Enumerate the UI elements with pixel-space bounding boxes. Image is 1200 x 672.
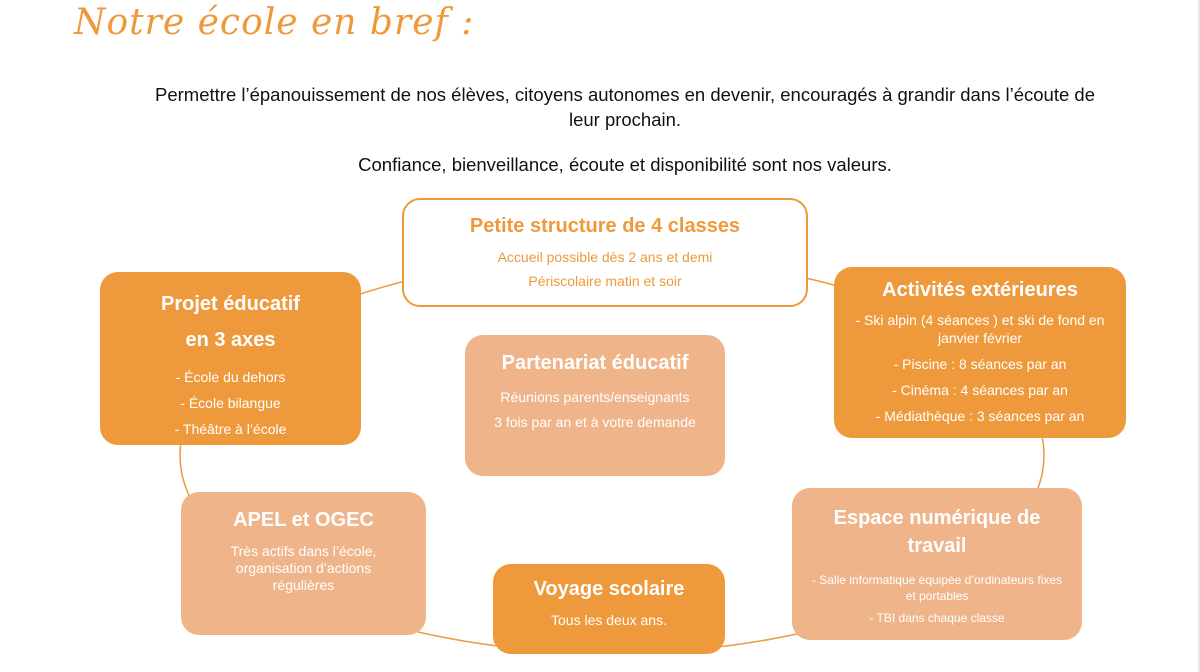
box-voyage-title: Voyage scolaire: [533, 578, 685, 600]
box-espace-title: Espace numérique de travail: [833, 507, 1041, 557]
box-partenariat-line: 3 fois par an et à votre demande: [494, 414, 696, 430]
box-structure-line: Accueil possible dès 2 ans et demi: [497, 249, 713, 265]
box-structure: [402, 198, 808, 307]
box-voyage-line: Tous les deux ans.: [551, 612, 667, 628]
intro-mission: Permettre l’épanouissement de nos élèves, citoyens autonomes en devenir, encouragés à grandir dans l’écoute de leur prochain.: [155, 84, 1095, 130]
box-structure-title: Petite structure de 4 classes: [469, 215, 741, 237]
box-projet-line: - École du dehors: [175, 369, 286, 385]
box-activites-line: - Piscine : 8 séances par an: [893, 356, 1067, 372]
box-projet: [100, 272, 361, 445]
box-activites: [834, 267, 1126, 438]
box-espace-line: - Salle informatique équipée d’ordinateurs fixes et portables: [811, 573, 1063, 603]
box-apel-title: APEL et OGEC: [233, 509, 374, 531]
box-espace: [792, 488, 1082, 640]
box-apel-line: Très actifs dans l’école, organisation d’actions régulières: [230, 543, 377, 593]
box-structure-line: Périscolaire matin et soir: [528, 273, 682, 289]
box-activites-line: - Ski alpin (4 séances ) et ski de fond en janvier février: [855, 312, 1105, 346]
box-projet-line: - Théâtre à l’école: [174, 421, 287, 437]
page-title: Notre école en bref :: [74, 2, 475, 43]
box-activites-line: - Cinéma : 4 séances par an: [892, 382, 1068, 398]
box-partenariat-line: Réunions parents/enseignants: [500, 389, 690, 405]
box-voyage: [493, 564, 725, 654]
box-espace-line: - TBI dans chaque classe: [869, 611, 1005, 625]
box-partenariat: [465, 335, 725, 476]
box-projet-line: - École bilangue: [180, 395, 281, 411]
box-partenariat-title: Partenariat éducatif: [501, 352, 689, 374]
box-projet-title: en 3 axes: [185, 329, 276, 351]
box-apel: [181, 492, 426, 635]
box-projet-title: Projet éducatif: [161, 293, 300, 315]
box-activites-line: - Médiathèque : 3 séances par an: [875, 408, 1085, 424]
box-activites-title: Activités extérieures: [882, 279, 1078, 301]
intro-values: Confiance, bienveillance, écoute et disponibilité sont nos valeurs.: [358, 154, 892, 175]
